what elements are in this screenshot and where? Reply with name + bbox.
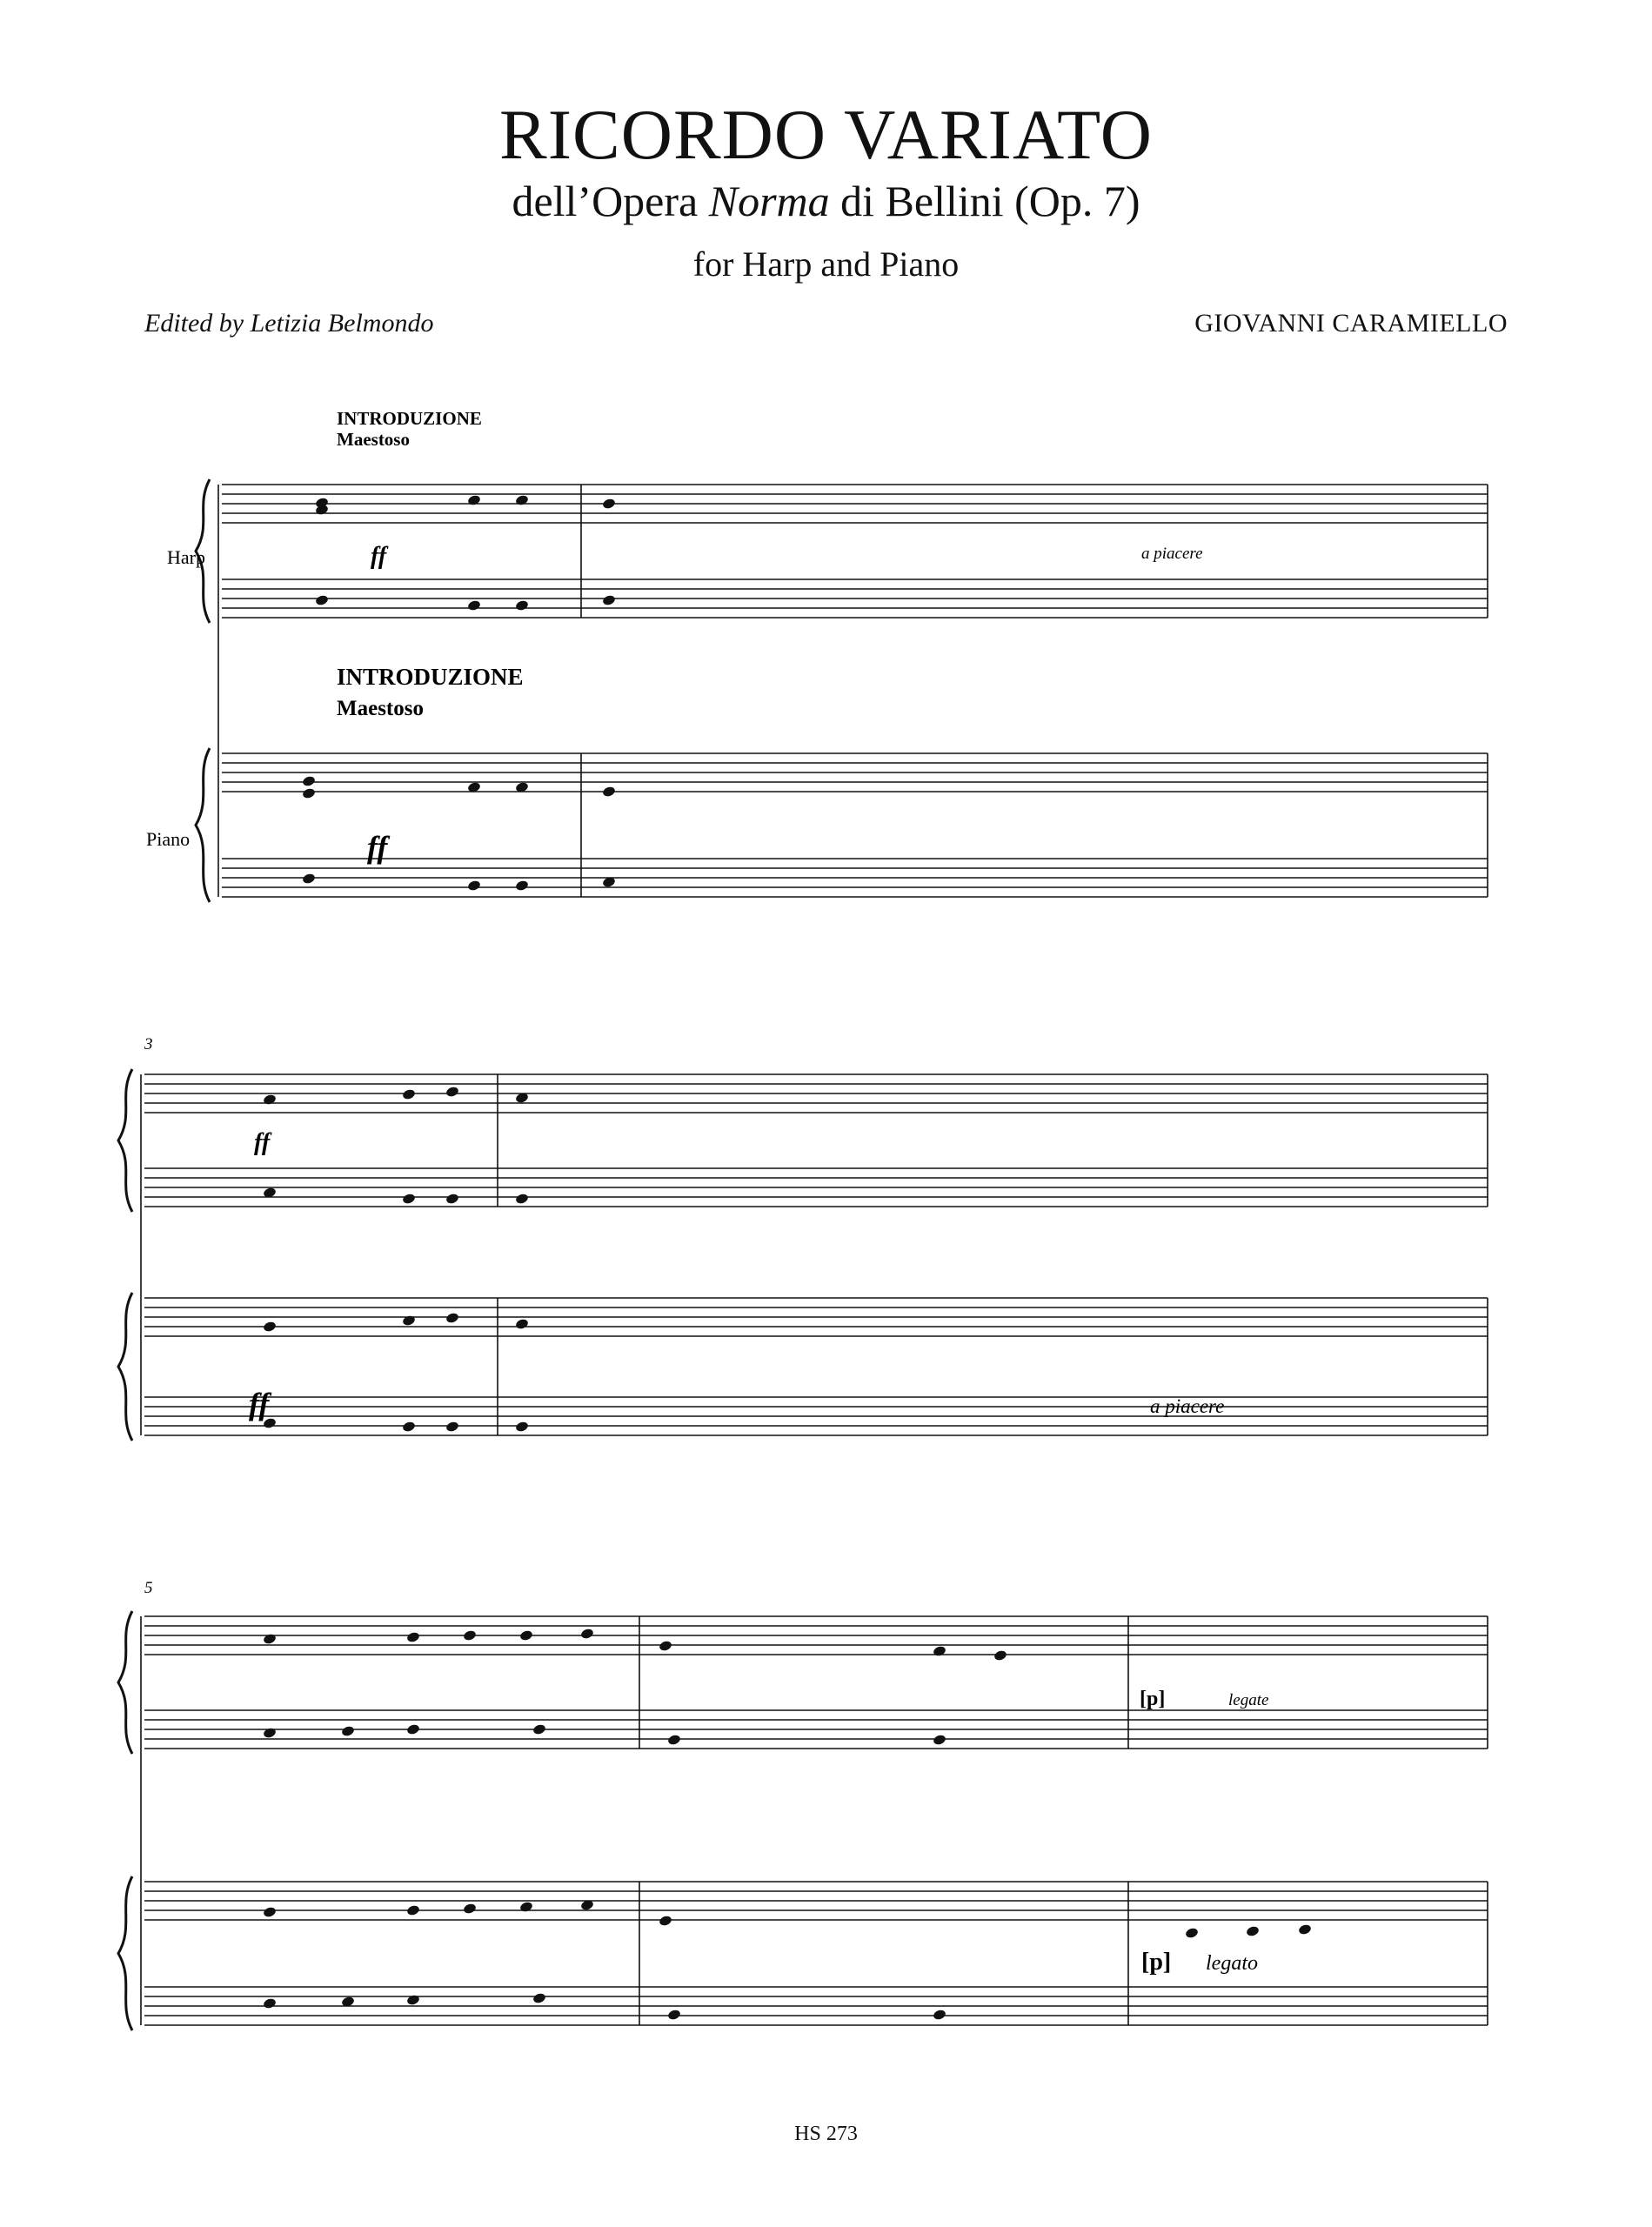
piano-expression-2: a piacere (1150, 1395, 1225, 1417)
notehead (263, 1727, 278, 1739)
notehead (933, 2009, 947, 2021)
notehead (515, 494, 530, 506)
subtitle-work: Norma (708, 177, 830, 225)
brace (118, 1611, 132, 1754)
notehead (1185, 1927, 1200, 1939)
editor-credit: Edited by Letizia Belmondo (144, 309, 434, 338)
harp-dynamic-3: [p] (1140, 1688, 1166, 1710)
notehead (402, 1088, 417, 1100)
notehead (445, 1421, 460, 1433)
piano-instrument-label: Piano (146, 828, 191, 850)
harp-dynamic-1: ff (371, 543, 387, 570)
notehead (263, 1906, 278, 1918)
harp-instrument-label: Harp (167, 546, 205, 568)
notehead (467, 494, 482, 506)
notehead (302, 775, 317, 787)
notehead (263, 1321, 278, 1333)
notehead (515, 1318, 530, 1330)
brace (196, 748, 210, 902)
notehead (445, 1193, 460, 1205)
brace (118, 1069, 132, 1212)
piano-section-label: INTRODUZIONE (337, 664, 524, 690)
piano-expression-3: legato (1206, 1952, 1258, 1975)
notehead (402, 1314, 417, 1327)
measure-number-5: 5 (144, 1579, 153, 1597)
notehead (402, 1421, 417, 1433)
harp-expression-1: a piacere (1141, 545, 1203, 563)
composer-name: GIOVANNI CARAMIELLO (1194, 309, 1508, 338)
notehead (1298, 1923, 1313, 1936)
notehead (515, 879, 530, 892)
notehead (406, 1904, 421, 1916)
notehead (519, 1629, 534, 1642)
notehead (580, 1628, 595, 1640)
piano-dynamic-3: [p] (1141, 1949, 1172, 1976)
notehead (263, 1997, 278, 2010)
notehead (602, 594, 617, 606)
notehead (602, 498, 617, 510)
notehead (467, 879, 482, 892)
notehead (602, 786, 617, 798)
harp-tempo-label: Maestoso (337, 429, 410, 450)
piano-dynamic-1: ff (367, 830, 388, 865)
notehead (445, 1312, 460, 1324)
notehead (659, 1915, 673, 1927)
harp-dynamic-2: ff (254, 1129, 271, 1156)
instrumentation: for Harp and Piano (692, 244, 960, 284)
notehead (463, 1629, 478, 1642)
subtitle-pre: dell’Opera (512, 177, 709, 225)
notehead (532, 1723, 547, 1735)
notehead (519, 1901, 534, 1913)
notehead (463, 1903, 478, 1915)
notehead (1246, 1925, 1261, 1937)
notehead (406, 1994, 421, 2006)
notehead (263, 1633, 278, 1645)
piece-title: RICORDO VARIATO (499, 95, 1153, 174)
notehead (402, 1193, 417, 1205)
brace (118, 1293, 132, 1441)
subtitle-post: di Bellini (Op. 7) (829, 177, 1140, 225)
notehead (532, 1992, 547, 2004)
notehead (667, 1734, 682, 1746)
piano-dynamic-2: ff (249, 1387, 270, 1421)
notehead (445, 1086, 460, 1098)
notehead (515, 1421, 530, 1433)
notehead (406, 1631, 421, 1643)
notehead (515, 1193, 530, 1205)
notehead (406, 1723, 421, 1735)
notehead (467, 599, 482, 612)
notehead (659, 1640, 673, 1652)
harp-section-label: INTRODUZIONE (337, 408, 482, 429)
publisher-code: HS 273 (794, 2123, 858, 2145)
notehead (302, 787, 317, 799)
notehead (667, 2009, 682, 2021)
notehead (933, 1645, 947, 1657)
measure-number-3: 3 (144, 1035, 153, 1053)
notehead (341, 1725, 356, 1737)
notehead (263, 1093, 278, 1106)
harp-expression-3: legate (1228, 1691, 1269, 1709)
notehead (515, 599, 530, 612)
notehead (933, 1734, 947, 1746)
brace (118, 1876, 132, 2030)
notehead (315, 594, 330, 606)
notehead (993, 1649, 1008, 1662)
notehead (302, 873, 317, 885)
piano-tempo-label: Maestoso (337, 697, 424, 720)
